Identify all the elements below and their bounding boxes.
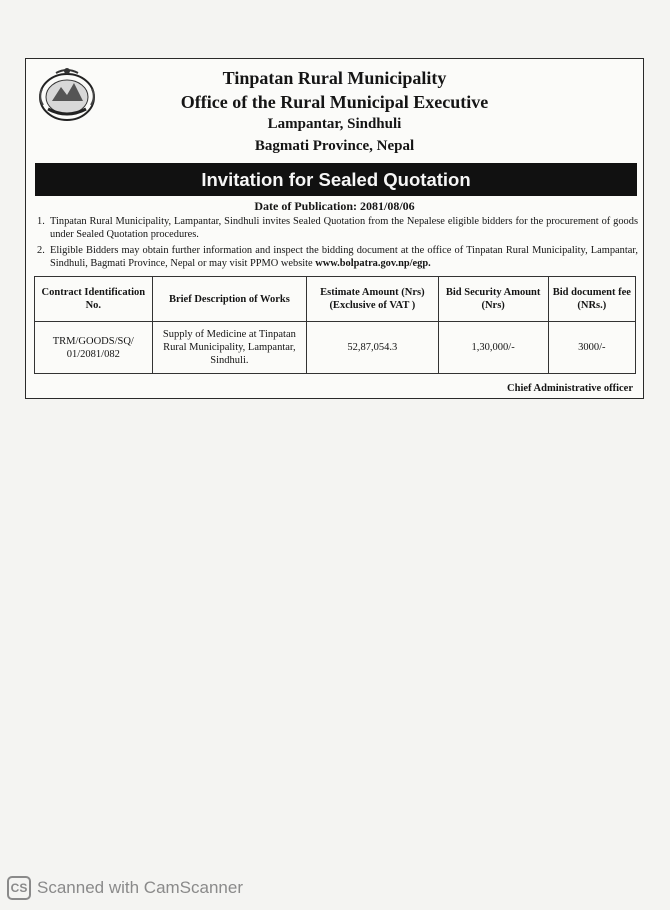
header-description: Brief Description of Works [152,277,307,322]
office-location: Lampantar, Sindhuli [267,116,402,132]
cell-document-fee: 3000/- [548,322,635,374]
header-document-fee: Bid document fee (NRs.) [548,277,635,322]
table-row [35,322,636,374]
header-contract-id: Contract Identification No. [35,277,153,322]
website-link[interactable]: www.bolpatra.gov.np/egp. [315,257,431,269]
publication-date: Date of Publication: 2081/08/06 [254,199,415,213]
paragraph-2 [38,245,638,270]
paragraph-text: Tinpatan Rural Municipality, Lampantar, Sindhuli invites Sealed Quotation from the Nepalese eligible bidders for the procurement of goods under Sealed Quotation procedures. [50,216,638,240]
header-estimate-amount: Estimate Amount (Nrs) (Exclusive of VAT ) [307,277,438,322]
watermark-text: Scanned with CamScanner [37,878,244,897]
office-province: Bagmati Province, Nepal [254,138,415,154]
cell-bid-security: 1,30,000/- [438,322,548,374]
notice-box [25,58,644,399]
paragraph-1 [38,216,638,241]
notice-banner: Invitation for Sealed Quotation [35,163,637,196]
office-name: Office of the Rural Municipal Executive [180,92,489,112]
paragraph-number: 1. [37,216,45,227]
signatory: Chief Administrative officer [507,383,633,394]
camscanner-watermark [7,876,243,900]
paragraph-text: Eligible Bidders may obtain further information and inspect the bidding document at the office of Tinpatan Rural Municipality, Lampantar, Sindhuli, Bagmati Province, Nepal or may visit PPMO website [50,245,638,269]
bid-table [34,276,636,374]
municipality-name: Tinpatan Rural Municipality [222,68,447,88]
table-header-row [35,277,636,322]
cell-estimate-amount: 52,87,054.3 [307,322,438,374]
paragraph-number: 2. [37,245,45,256]
paragraph-body [38,245,638,270]
cell-contract-id: TRM/GOODS/SQ/ 01/2081/082 [35,322,153,374]
camscanner-logo-icon: CS [7,876,31,900]
cell-description: Supply of Medicine at Tinpatan Rural Municipality, Lampantar, Sindhuli. [152,322,307,374]
header-bid-security: Bid Security Amount (Nrs) [438,277,548,322]
